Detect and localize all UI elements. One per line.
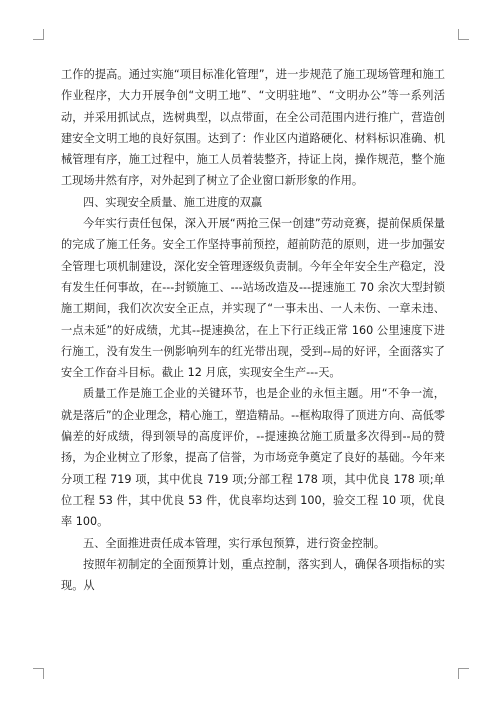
paragraph-quality: 质量工作是施工企业的关键环节，也是企业的永恒主题。用“不争一流，就是落后”的企业理念，精心施工，塑造精品。--框构取得了顶进方向、高低零偏差的好成绩，得到领导的高度评价，--提速换岔施工质量多次得到--局的赞扬，为企业树立了形象，提高了信誉，为市场竞争奠定了良好的基础。今年来分项工程 719 项，其中优良 719 项;分部工程 178 项，其中优良 178 项;单位工程 53 件，其中优良 53 件，优良率均达到 100，验交工程 10 项，优良率 100。: [61, 387, 445, 529]
crop-mark-bottom-left: [33, 668, 44, 679]
document-body: [61, 64, 445, 596]
crop-mark-top-left: [33, 29, 44, 40]
crop-mark-top-right: [458, 29, 469, 40]
section-heading-cost-management: 五、全面推进责任成本管理，实行承包预算，进行资金控制。: [83, 536, 386, 550]
section-heading-safety-quality: 四、实现安全质量、施工进度的双赢: [83, 195, 263, 209]
paragraph-budget: 按照年初制定的全面预算计划，重点控制，落实到人，确保各项指标的实现。从: [61, 557, 445, 593]
paragraph-safety: 今年实行责任包保，深入开展“两抢三保一创建”劳动竞赛，提前保质保量的完成了施工任务。安全工作坚持事前预控，超前防范的原则，进一步加强安全管理七项机制建设，深化安全管理逐级负责制。今年全年安全生产稳定，没有发生任何事故，在---封锁施工、---站场改造及---提速施工 70 余次大型封锁施工期间，我们次次安全正点，并实现了“一事未出、一人未伤、一章未违、一点未延”的好成绩，尤其--提速换岔，在上下行正线正常 160 公里速度下进行施工，没有发生一例影响列车的红光带出现，受到--局的好评，全面落实了安全工作奋斗目标。截止 12 月底，实现安全生产---天。: [61, 217, 445, 380]
paragraph-civilized-site: 工作的提高。通过实施“项目标准化管理”，进一步规范了施工现场管理和施工作业程序，大力开展争创“文明工地”、“文明驻地”、“文明办公”等一系列活动，并采用抓试点，选树典型，以点带面，在全公司范围内进行推广，营造创建安全文明工地的良好氛围。达到了：作业区内道路硬化、材料标识准确、机械管理有序，施工过程中，施工人员着装整齐，持证上岗，操作规范，整个施工现场井然有序，对外起到了树立了企业窗口新形象的作用。: [61, 68, 445, 188]
crop-mark-bottom-right: [458, 668, 469, 679]
